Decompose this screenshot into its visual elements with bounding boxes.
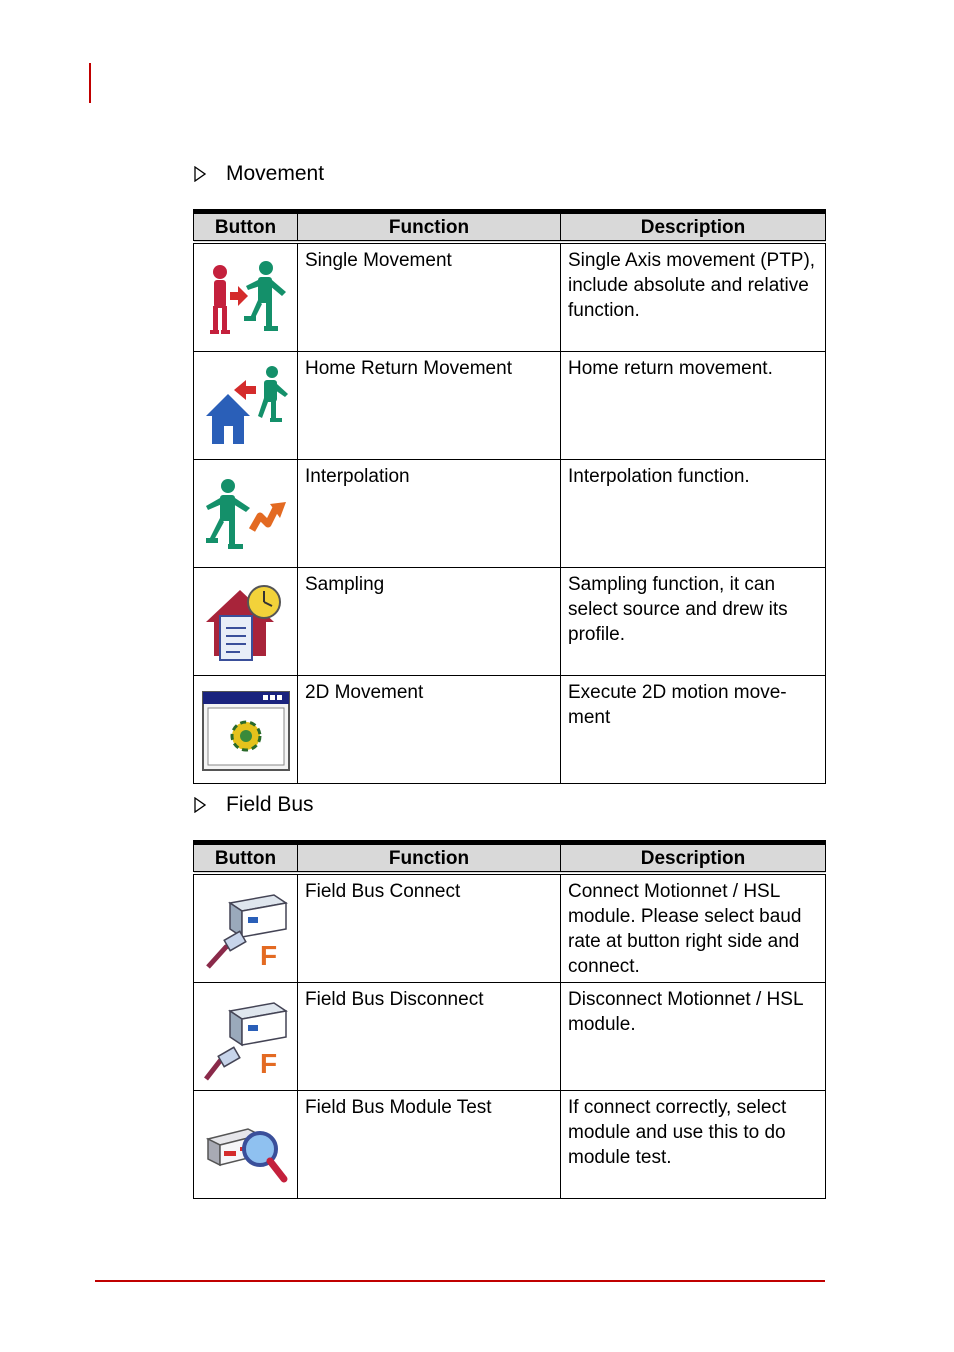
button-cell <box>194 873 298 983</box>
description-cell: Single Axis movement (PTP), include absolute and relative function. <box>561 242 826 352</box>
function-cell: Field Bus Disconnect <box>298 983 561 1091</box>
table-row <box>194 873 826 983</box>
section-heading-label: Field Bus <box>226 793 314 816</box>
description-cell: Execute 2D motion move-ment <box>561 676 826 784</box>
home-return-icon[interactable] <box>200 360 292 452</box>
column-header-function: Function <box>298 843 561 874</box>
column-header-button: Button <box>194 843 298 874</box>
section-heading-label: Movement <box>226 162 325 185</box>
footer-rule <box>95 1280 825 1282</box>
table-row <box>194 352 826 460</box>
field-bus-disconnect-icon[interactable] <box>200 991 292 1083</box>
single-movement-icon[interactable] <box>200 252 292 344</box>
section-heading-field-bus <box>194 793 314 817</box>
page-margin-mark <box>89 63 91 103</box>
table-row <box>194 676 826 784</box>
column-header-button: Button <box>194 212 298 243</box>
table-row <box>194 568 826 676</box>
description-cell: Disconnect Motionnet / HSL module. <box>561 983 826 1091</box>
table-row <box>194 460 826 568</box>
interpolation-icon[interactable] <box>200 468 292 560</box>
field-bus-connect-icon[interactable] <box>200 883 292 975</box>
column-header-description: Description <box>561 843 826 874</box>
description-cell: Home return movement. <box>561 352 826 460</box>
description-cell: Connect Motionnet / HSL module. Please select baud rate at button right side and connect. <box>561 873 826 983</box>
column-header-description: Description <box>561 212 826 243</box>
description-cell: Interpolation function. <box>561 460 826 568</box>
button-cell <box>194 352 298 460</box>
button-cell <box>194 242 298 352</box>
button-cell <box>194 983 298 1091</box>
field-bus-module-test-icon[interactable] <box>200 1099 292 1191</box>
function-cell: Single Movement <box>298 242 561 352</box>
svg-text:F: F <box>259 1047 277 1079</box>
triangle-bullet-icon <box>194 797 206 813</box>
movement-table <box>193 209 826 784</box>
table-row <box>194 242 826 352</box>
function-cell: 2D Movement <box>298 676 561 784</box>
table-header-row <box>194 212 826 243</box>
sampling-icon[interactable] <box>200 576 292 668</box>
button-cell <box>194 1091 298 1199</box>
button-cell <box>194 568 298 676</box>
function-cell: Interpolation <box>298 460 561 568</box>
function-cell: Sampling <box>298 568 561 676</box>
column-header-function: Function <box>298 212 561 243</box>
button-cell <box>194 460 298 568</box>
function-cell: Field Bus Connect <box>298 873 561 983</box>
button-cell <box>194 676 298 784</box>
section-heading-movement <box>194 162 324 186</box>
table-row <box>194 983 826 1091</box>
svg-text:F: F <box>259 939 277 971</box>
function-cell: Field Bus Module Test <box>298 1091 561 1199</box>
description-cell: If connect correctly, select module and use this to do module test. <box>561 1091 826 1199</box>
table-header-row <box>194 843 826 874</box>
field-bus-table <box>193 840 826 1199</box>
2d-movement-icon[interactable] <box>200 684 292 776</box>
table-row <box>194 1091 826 1199</box>
function-cell: Home Return Movement <box>298 352 561 460</box>
triangle-bullet-icon <box>194 166 206 182</box>
description-cell: Sampling function, it can select source and drew its profile. <box>561 568 826 676</box>
